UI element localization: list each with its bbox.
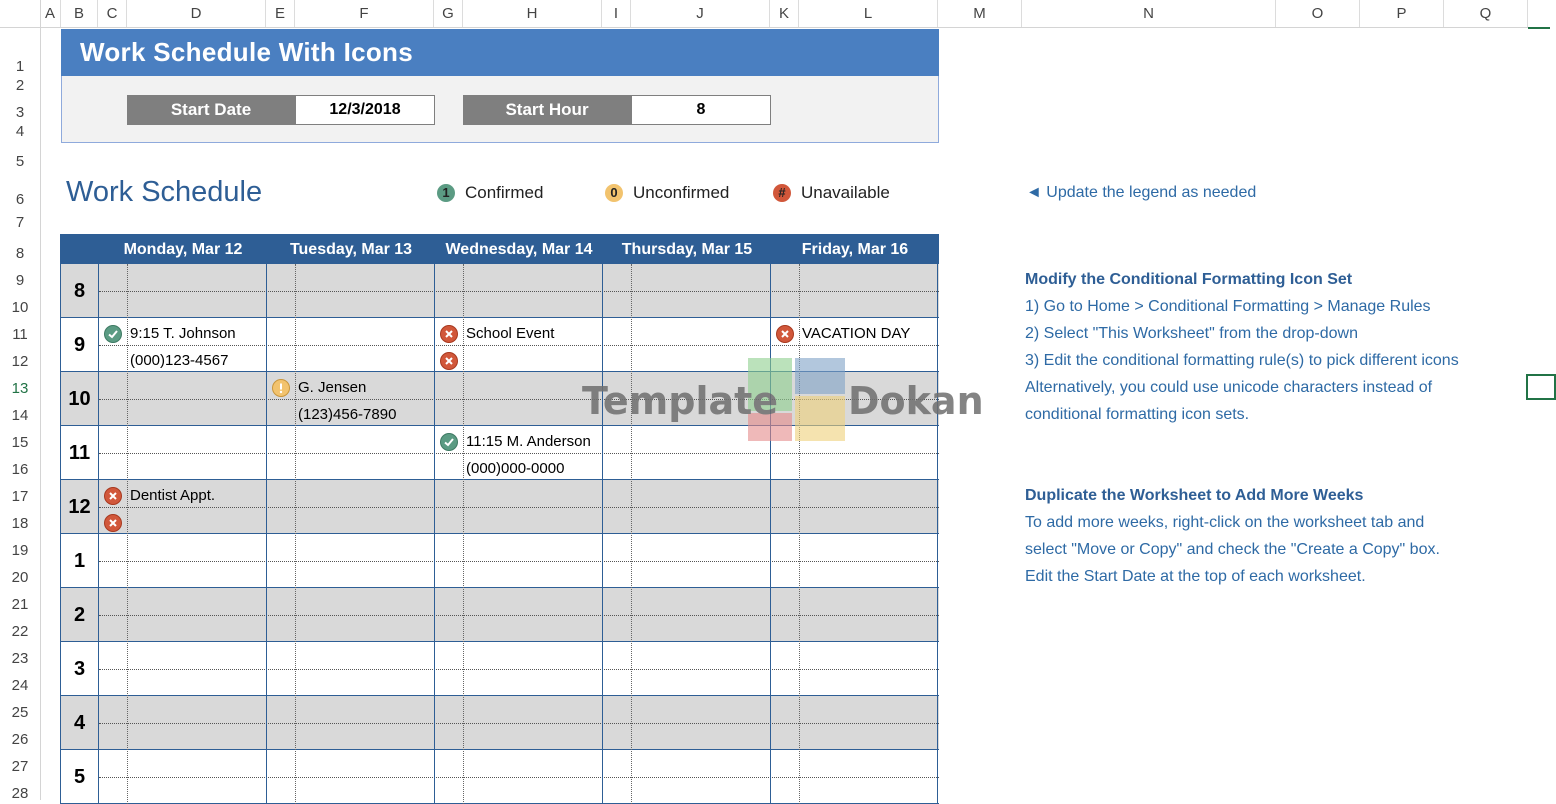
hour-label: 8 bbox=[73, 280, 86, 302]
select-all-corner[interactable] bbox=[0, 0, 41, 27]
column-header[interactable]: P bbox=[1360, 0, 1444, 27]
help-line[interactable]: 3) Edit the conditional formatting rule(s) to pick different icons bbox=[1025, 352, 1459, 369]
day-header[interactable]: Friday, Mar 16 bbox=[801, 241, 909, 258]
start-hour-label: Start Hour bbox=[463, 95, 631, 125]
schedule-entry[interactable]: 9:15 T. Johnson bbox=[130, 325, 236, 342]
row-header[interactable]: 27 bbox=[11, 758, 29, 775]
unconfirmed-icon: 0 bbox=[605, 184, 623, 202]
column-header[interactable]: Q bbox=[1444, 0, 1528, 27]
row-header[interactable]: 21 bbox=[11, 596, 29, 613]
row-header[interactable]: 12 bbox=[11, 353, 29, 370]
column-header[interactable]: F bbox=[295, 0, 434, 27]
column-header[interactable]: D bbox=[127, 0, 266, 27]
schedule-title[interactable]: Work Schedule bbox=[66, 176, 263, 208]
column-header[interactable]: N bbox=[1022, 0, 1276, 27]
help-line[interactable]: Alternatively, you could use unicode characters instead of bbox=[1025, 379, 1433, 396]
column-header[interactable]: E bbox=[266, 0, 295, 27]
row-header[interactable]: 9 bbox=[15, 272, 25, 289]
unconfirmed-exclaim-icon[interactable] bbox=[272, 379, 290, 397]
hour-label: 12 bbox=[68, 496, 91, 518]
legend-label: Unavailable bbox=[801, 183, 890, 202]
hour-label: 5 bbox=[73, 766, 86, 788]
help-line[interactable]: To add more weeks, right-click on the worksheet tab and bbox=[1025, 514, 1425, 531]
unavailable-icon: # bbox=[773, 184, 791, 202]
sheet-title[interactable]: Work Schedule With Icons bbox=[80, 37, 413, 67]
row-header[interactable]: 1 bbox=[15, 58, 25, 75]
column-header[interactable]: A bbox=[40, 0, 61, 27]
grid-line bbox=[266, 264, 267, 804]
column-header[interactable]: G bbox=[434, 0, 463, 27]
row-header[interactable]: 23 bbox=[11, 650, 29, 667]
row-header[interactable]: 10 bbox=[11, 299, 29, 316]
legend-label: Confirmed bbox=[465, 183, 544, 202]
column-header[interactable]: K bbox=[770, 0, 799, 27]
row-header[interactable]: 2 bbox=[15, 77, 25, 94]
legend-confirmed[interactable] bbox=[437, 182, 543, 204]
hour-label: 9 bbox=[73, 334, 86, 356]
row-header[interactable]: 6 bbox=[15, 191, 25, 208]
row-header[interactable]: 16 bbox=[11, 461, 29, 478]
column-header[interactable]: B bbox=[61, 0, 98, 27]
help-line[interactable]: select "Move or Copy" and check the "Create a Copy" box. bbox=[1025, 541, 1440, 558]
hour-label: 11 bbox=[68, 442, 91, 464]
row-header[interactable]: 20 bbox=[11, 569, 29, 586]
confirmed-check-icon[interactable] bbox=[104, 325, 122, 343]
help-heading[interactable]: Modify the Conditional Formatting Icon Set bbox=[1025, 271, 1353, 288]
row-header[interactable]: 19 bbox=[11, 542, 29, 559]
column-selection-marker bbox=[1528, 8, 1550, 29]
day-header[interactable]: Tuesday, Mar 13 bbox=[289, 241, 413, 258]
legend-unavailable[interactable] bbox=[773, 182, 890, 204]
row-header[interactable]: 11 bbox=[12, 326, 28, 343]
schedule-entry[interactable]: (000)000-0000 bbox=[466, 460, 565, 477]
hour-label: 3 bbox=[73, 658, 86, 680]
grid-border bbox=[937, 264, 938, 804]
hour-label: 10 bbox=[68, 388, 91, 410]
confirmed-icon: 1 bbox=[437, 184, 455, 202]
help-line[interactable]: 1) Go to Home > Conditional Formatting > Manage Rules bbox=[1025, 298, 1431, 315]
unavailable-x-icon[interactable] bbox=[440, 352, 458, 370]
column-header[interactable]: H bbox=[463, 0, 602, 27]
grid-line bbox=[602, 264, 603, 804]
help-line[interactable]: Edit the Start Date at the top of each worksheet. bbox=[1025, 568, 1366, 585]
schedule-entry[interactable]: School Event bbox=[466, 325, 555, 342]
day-header[interactable]: Wednesday, Mar 14 bbox=[445, 241, 593, 258]
column-header[interactable]: O bbox=[1276, 0, 1360, 27]
hour-label: 2 bbox=[73, 604, 86, 626]
day-header[interactable]: Thursday, Mar 15 bbox=[621, 241, 753, 258]
row-header-active[interactable]: 13 bbox=[11, 380, 29, 397]
schedule-entry[interactable]: (000)123-4567 bbox=[130, 352, 229, 369]
row-header[interactable]: 26 bbox=[11, 731, 29, 748]
grid-line bbox=[799, 264, 800, 804]
hour-band bbox=[60, 696, 939, 750]
row-header[interactable]: 18 bbox=[11, 515, 29, 532]
schedule-entry[interactable]: G. Jensen bbox=[298, 379, 367, 396]
unavailable-x-icon[interactable] bbox=[776, 325, 794, 343]
start-hour-input[interactable]: 8 bbox=[631, 95, 771, 125]
schedule-entry[interactable]: (123)456-7890 bbox=[298, 406, 397, 423]
hour-band bbox=[60, 534, 939, 588]
row-header[interactable]: 17 bbox=[11, 488, 29, 505]
row-header[interactable]: 8 bbox=[15, 245, 25, 262]
unavailable-x-icon[interactable] bbox=[440, 325, 458, 343]
row-header[interactable]: 24 bbox=[11, 677, 29, 694]
start-date-input[interactable]: 12/3/2018 bbox=[295, 95, 435, 125]
schedule-entry[interactable]: Dentist Appt. bbox=[130, 487, 216, 504]
day-header[interactable]: Monday, Mar 12 bbox=[123, 241, 243, 258]
unavailable-x-icon[interactable] bbox=[104, 514, 122, 532]
column-header[interactable]: M bbox=[938, 0, 1022, 27]
column-header[interactable]: J bbox=[631, 0, 770, 27]
help-line[interactable]: 2) Select "This Worksheet" from the drop-down bbox=[1025, 325, 1358, 342]
unavailable-x-icon[interactable] bbox=[104, 487, 122, 505]
grid-line bbox=[295, 264, 296, 804]
row-header[interactable]: 5 bbox=[15, 153, 25, 170]
confirmed-check-icon[interactable] bbox=[440, 433, 458, 451]
help-heading[interactable]: Duplicate the Worksheet to Add More Weeks bbox=[1025, 487, 1364, 504]
grid-line bbox=[434, 264, 435, 804]
watermark-text: Dokan bbox=[848, 379, 984, 423]
row-header[interactable]: 4 bbox=[15, 123, 25, 140]
watermark-text: Template bbox=[582, 379, 779, 423]
selected-cell[interactable] bbox=[1526, 374, 1556, 400]
legend-label: Unconfirmed bbox=[633, 183, 730, 202]
grid-line bbox=[127, 264, 128, 804]
hour-label: 1 bbox=[73, 550, 86, 572]
column-header[interactable]: I bbox=[602, 0, 631, 27]
row-header[interactable]: 14 bbox=[11, 407, 29, 424]
column-header[interactable]: L bbox=[799, 0, 938, 27]
row-header[interactable]: 15 bbox=[11, 434, 29, 451]
row-header[interactable]: 22 bbox=[11, 623, 29, 640]
legend-unconfirmed[interactable] bbox=[605, 182, 729, 204]
schedule-grid bbox=[60, 234, 939, 804]
schedule-entry[interactable]: 11:15 M. Anderson bbox=[466, 433, 591, 450]
hour-band bbox=[60, 750, 939, 804]
grid-line bbox=[631, 264, 632, 804]
grid-line bbox=[463, 264, 464, 804]
grid-line bbox=[770, 264, 771, 804]
legend-note[interactable]: ◄ Update the legend as needed bbox=[1026, 184, 1257, 201]
day-header-row bbox=[60, 234, 939, 264]
hour-band bbox=[60, 264, 939, 318]
row-header[interactable]: 25 bbox=[11, 704, 29, 721]
schedule-entry[interactable]: VACATION DAY bbox=[802, 325, 911, 342]
watermark-logo bbox=[580, 356, 984, 444]
row-header[interactable]: 7 bbox=[15, 214, 25, 231]
row-header[interactable]: 28 bbox=[11, 785, 29, 802]
column-header[interactable]: C bbox=[98, 0, 127, 27]
help-line[interactable]: conditional formatting icon sets. bbox=[1025, 406, 1250, 423]
row-header[interactable]: 3 bbox=[15, 104, 25, 121]
hour-band bbox=[60, 588, 939, 642]
row-header-bar bbox=[0, 27, 41, 800]
hour-label: 4 bbox=[73, 712, 86, 734]
start-date-label: Start Date bbox=[127, 95, 295, 125]
column-header-bar bbox=[0, 0, 1550, 28]
hour-band bbox=[60, 642, 939, 696]
